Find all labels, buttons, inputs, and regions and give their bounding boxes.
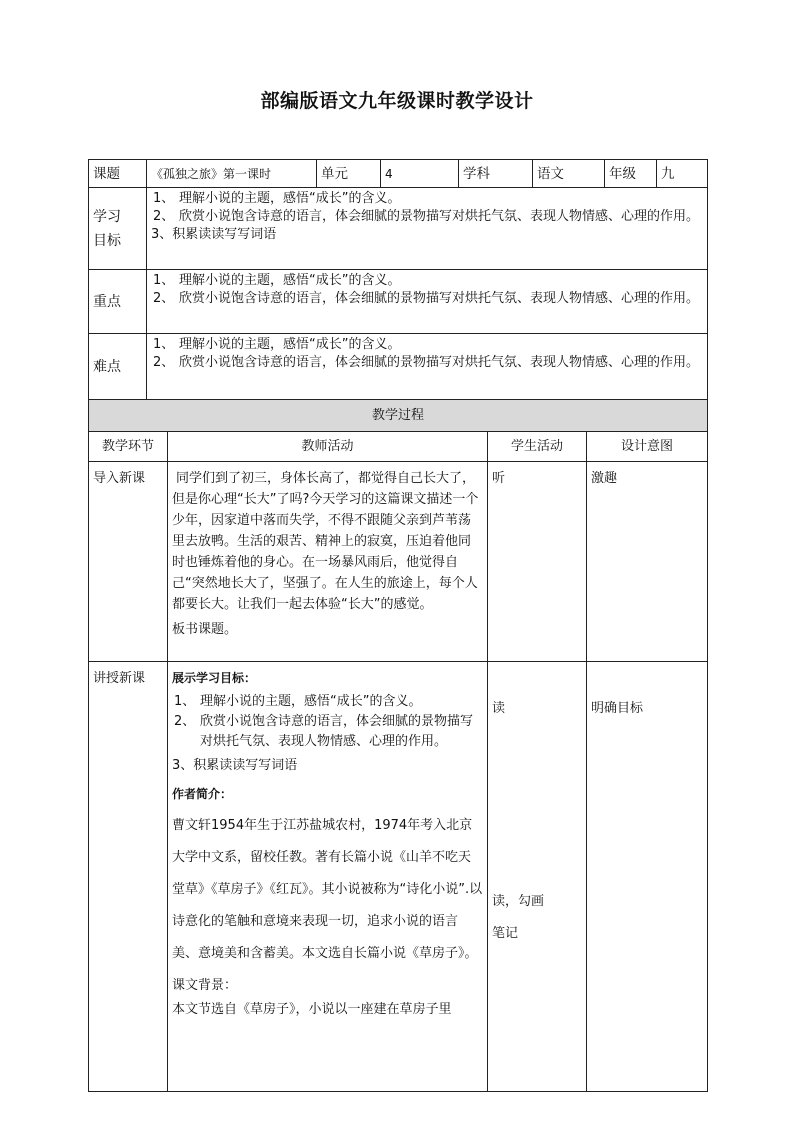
subject-value: 语文 — [533, 160, 605, 188]
goal-item: 2、 欣赏小说饱含诗意的语言，体会细腻的景物描写对烘托气氛、表现人物情感、心理的作用。 — [174, 714, 474, 749]
grade-value: 九 — [657, 160, 708, 188]
intro-text: 同学们到了初三，身体长高了，都觉得自己长大了，但是你心理“长大”了吗?今天学习的这篇课文描述一个少年，因家道中落而失学，不得不跟随父亲到芦苇荡里去放鸭。生活的艰苦、精神上的寂寞，压迫着他同时也锤炼着他的身心。在一场暴风雨后，他觉得自己“突然地长大了，坚强了。在人生的旅途上，每个人都要长大。让我们一起去体验“长大”的感觉。 — [172, 471, 479, 612]
author-heading: 作者简介： — [172, 787, 233, 801]
unit-label: 单元 — [317, 160, 381, 188]
author-text: 曹文轩1954年生于江苏盐城农村，1974年考入北京大学中文系，留校任教。著有长篇小说《山羊不吃天堂草》《草房子》《红瓦》。其小说被称为“诗化小说”.以诗意化的笔触和意境来表现一切，追求小说的语言美、意境美和含蓄美。本文选自长篇小说《草房子》。 — [172, 818, 483, 961]
teaching-process-table — [88, 399, 708, 1092]
goal-item: 2、 欣赏小说饱含诗意的语言，体会细腻的景物描写对烘托气氛、表现人物情感、心理的作用。 — [153, 209, 700, 224]
col-header-student: 学生活动 — [488, 432, 587, 462]
grade-label: 年级 — [605, 160, 657, 188]
difficulty-item: 1、 理解小说的主题，感悟“成长”的含义。 — [153, 337, 401, 352]
page-title: 部编版语文九年级课时教学设计 — [260, 90, 534, 112]
stage-cell: 导入新课 — [89, 462, 168, 662]
intro-note: 板书课题。 — [172, 622, 238, 637]
goals-label: 学习 目标 — [89, 188, 147, 270]
goal-item-3: 3、积累读读写写词语 — [151, 227, 277, 242]
lesson-info-table — [88, 159, 708, 400]
background-heading: 课文背景： — [172, 978, 238, 993]
col-header-teacher: 教师活动 — [168, 432, 488, 462]
table-row — [89, 662, 708, 1092]
student-notes: 读，勾画 笔记 — [492, 894, 545, 941]
col-header-intent: 设计意图 — [587, 432, 708, 462]
difficulty-item: 2、 欣赏小说饱含诗意的语言，体会细腻的景物描写对烘托气氛、表现人物情感、心理的作用。 — [153, 355, 700, 370]
intent-cell: 明确目标 — [587, 662, 708, 1092]
student-activity-cell — [488, 662, 587, 1092]
student-activity-cell: 听 — [488, 462, 587, 662]
keypoints-content — [147, 270, 708, 334]
col-header-stage: 教学环节 — [89, 432, 168, 462]
difficulties-label: 难点 — [89, 334, 147, 400]
subject-label: 学科 — [459, 160, 533, 188]
teacher-activity-cell — [168, 462, 488, 662]
goal-item: 1、 理解小说的主题，感悟“成长”的含义。 — [174, 694, 422, 709]
student-read: 读 — [492, 701, 506, 716]
intent-cell: 激趣 — [587, 462, 708, 662]
stage-cell: 讲授新课 — [89, 662, 168, 1092]
goals-content — [147, 188, 708, 270]
difficulties-content — [147, 334, 708, 400]
table-row — [89, 462, 708, 662]
goal-item: 1、 理解小说的主题，感悟“成长”的含义。 — [153, 191, 401, 206]
topic-value: 《孤独之旅》第一课时 — [147, 160, 317, 188]
teacher-activity-cell — [168, 662, 488, 1092]
keypoints-label: 重点 — [89, 270, 147, 334]
topic-label: 课题 — [89, 160, 147, 188]
goal-item-3: 3、积累读读写写词语 — [172, 758, 298, 773]
keypoint-item: 2、 欣赏小说饱含诗意的语言，体会细腻的景物描写对烘托气氛、表现人物情感、心理的作用。 — [153, 291, 700, 306]
background-text: 本文节选自《草房子》，小说以一座建在草房子里 — [172, 1002, 452, 1017]
unit-value: 4 — [381, 160, 459, 188]
goals-heading: 展示学习目标： — [172, 671, 257, 685]
process-header: 教学过程 — [89, 400, 708, 432]
keypoint-item: 1、 理解小说的主题，感悟“成长”的含义。 — [153, 273, 401, 288]
